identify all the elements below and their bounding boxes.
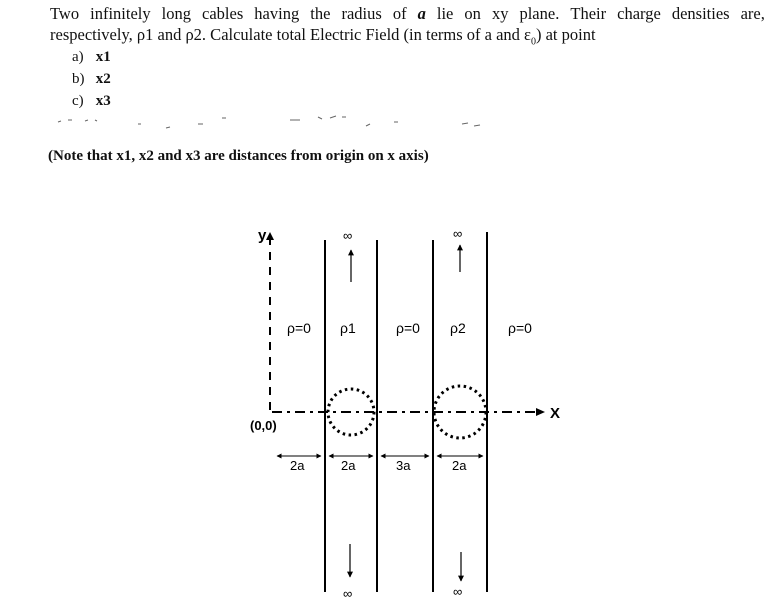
cable1-bottom-infinity: ∞ (343, 586, 353, 601)
cable2-top-infinity: ∞ (453, 226, 463, 241)
distance-label: 2a (452, 458, 467, 473)
problem-word: infinitely (90, 4, 151, 23)
part-text: x2 (95, 71, 111, 87)
cable2-bottom-infinity: ∞ (453, 584, 463, 599)
problem-word: plane. (519, 4, 560, 23)
origin-label: (0,0) (250, 418, 277, 433)
problem-word: Their (570, 4, 607, 23)
problem-word: having (254, 4, 300, 23)
y-axis-arrow (266, 232, 274, 240)
problem-word: cables (202, 4, 244, 23)
part-label: b) (72, 71, 85, 87)
problem-word: on (464, 4, 481, 23)
x-axis-arrow (536, 408, 545, 416)
part-text: x3 (95, 93, 111, 109)
part-text: x1 (95, 49, 111, 65)
region-label: ρ1 (340, 320, 356, 336)
problem-word: densities (671, 4, 730, 23)
distance-label: 3a (396, 458, 411, 473)
problem-word: charge (617, 4, 661, 23)
problem-word: are, (740, 4, 765, 23)
problem-line-2-text: respectively, ρ1 and ρ2. Calculate total Electric Field (in terms of a and ε (50, 25, 531, 44)
distance-label: 2a (290, 458, 305, 473)
problem-word: radius (341, 4, 382, 23)
region-label: ρ=0 (287, 320, 311, 336)
problem-word: Two (50, 4, 80, 23)
region-label: ρ=0 (508, 320, 532, 336)
problem-word: a (417, 4, 426, 23)
region-label: ρ=0 (396, 320, 420, 336)
part-label: a) (72, 49, 84, 65)
problem-word: of (392, 4, 407, 23)
part-label: c) (72, 93, 84, 109)
problem-line-2-end: ) at point (535, 25, 596, 44)
distance-label: 2a (341, 458, 356, 473)
problem-word: xy (491, 4, 509, 23)
region-label: ρ2 (450, 320, 466, 336)
cable1-top-infinity: ∞ (343, 228, 353, 243)
problem-word: the (310, 4, 331, 23)
problem-word: long (161, 4, 191, 23)
epsilon-subscript: 0 (530, 36, 536, 48)
note-text: (Note that x1, x2 and x3 are distances from origin on x axis) (48, 148, 429, 164)
problem-word: lie (436, 4, 454, 23)
y-axis-label: y (258, 227, 267, 244)
x-axis-label: X (550, 405, 561, 422)
